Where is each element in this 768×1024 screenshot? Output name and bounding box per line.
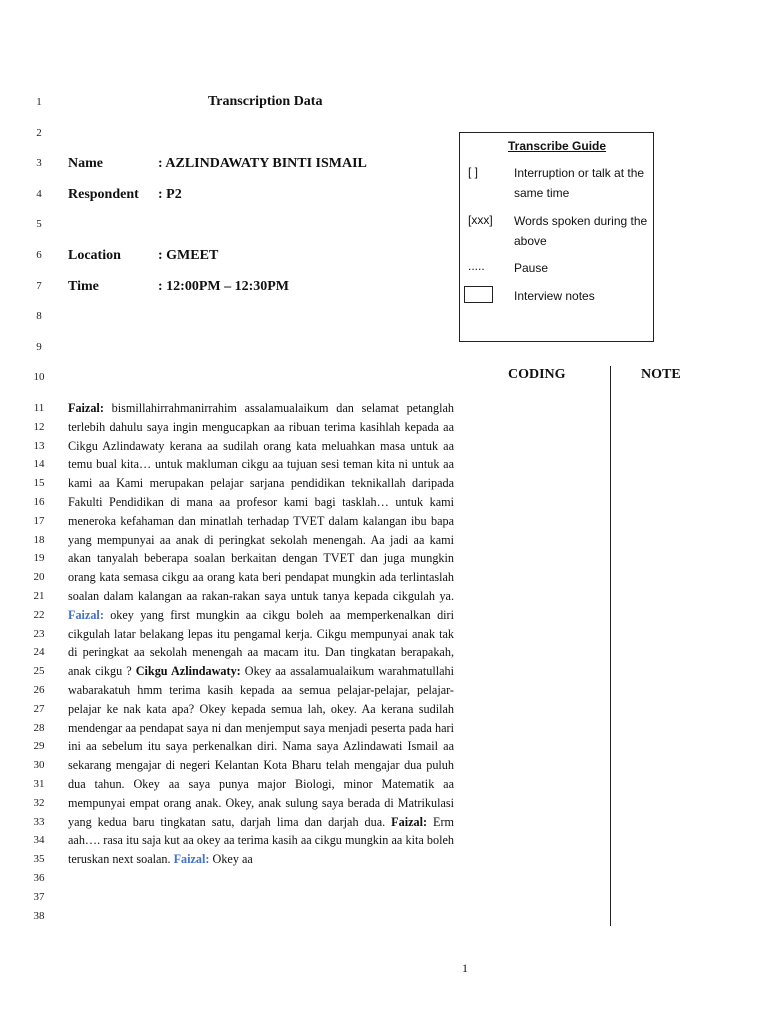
line-number: 27 xyxy=(33,702,45,715)
line-number: 31 xyxy=(33,778,45,790)
coding-column-header: CODING xyxy=(508,367,566,382)
line-number: 15 xyxy=(33,477,45,490)
guide-symbol-pause: ..... xyxy=(468,259,485,273)
line-number: 2 xyxy=(36,126,42,139)
guide-symbol-words: [xxx] xyxy=(468,213,493,227)
line-number: 10 xyxy=(33,371,45,384)
note-column-header: NOTE xyxy=(641,367,681,382)
respondent-label: Respondent xyxy=(68,187,139,202)
time-value: : 12:00PM – 12:30PM xyxy=(158,279,290,294)
transcript-text: Okey aa assalamualaikum warahmatullahi wabarakatuh hmm terima kasih kepada aa semua pelajar-pelajar, pelajar-pelajar ke nak kata apa? Okey kepada semua lah, okey. Aa kerana sudilah mendengar aa pendapat saya ni dan menjemput saya menjadi peserta pada hari ini aa sebelum itu saya perkenalkan diri. Nama saya Azlindawati Ismail aa sekarang mengajar di negeri Kelantan Kota Bharu telah mengajar dua puluh dua tahun. Okey aa saya punya major Biologi, minor Matematik aa mempunyai empat orang anak. Okey, anak sulung saya berada di Matrikulasi yang kedua baru tingkatan satu, darjah lima dan darjah dua. xyxy=(68,664,454,829)
location-value: : GMEET xyxy=(158,248,219,263)
line-number: 20 xyxy=(33,571,45,584)
line-number: 18 xyxy=(33,533,45,546)
transcript-text: Okey aa xyxy=(209,852,253,867)
line-number: 9 xyxy=(36,340,42,353)
line-number: 37 xyxy=(33,890,45,903)
line-number: 8 xyxy=(36,310,42,323)
transcript-text: Erm aah…. rasa itu saja kut aa okey aa terima kasih aa cikgu mungkin aa kita boleh teruskan next soalan. xyxy=(68,814,455,867)
name-label: Name xyxy=(68,156,103,171)
guide-symbol-interruption: [ ] xyxy=(468,165,479,179)
line-number: 12 xyxy=(33,420,45,433)
line-number: 7 xyxy=(36,279,42,292)
line-number: 6 xyxy=(36,249,42,261)
guide-desc-interruption: Interruption or talk at the same time xyxy=(514,166,645,200)
line-number: 32 xyxy=(33,796,45,809)
line-number: 36 xyxy=(33,872,45,884)
speaker-cikgu: Cikgu Azlindawaty: xyxy=(135,664,241,679)
name-value: : AZLINDAWATY BINTI ISMAIL xyxy=(158,156,367,171)
interview-notes-box-icon xyxy=(464,286,493,303)
line-number: 19 xyxy=(33,552,45,565)
speaker-faizal: Faizal: xyxy=(68,607,104,622)
line-number: 3 xyxy=(36,157,42,170)
line-number: 14 xyxy=(33,458,45,471)
document-title: Transcription Data xyxy=(208,94,323,109)
guide-title: Transcribe Guide xyxy=(508,139,607,153)
line-number: 35 xyxy=(33,853,45,866)
line-number: 28 xyxy=(33,721,45,734)
transcript-text: bismillahirrahmanirrahim assalamualaikum dan selamat petanglah terlebih dahulu saya ingin mengucapkan aa ribuan terima kasihlah kepada aa Cikgu Azlindawaty kerana aa sudilah orang kata meluahkan masa untuk aa temu bual kita… untuk makluman cikgu aa tujuan sesi teman kita ni untuk aa kami aa Kami merupakan pelajar sarjana pendidikan teknikallah daripada Fakulti Pendidikan di mana aa profesor kami bagi tasklah… untuk kami meneroka kefahaman dan minatlah terhadap TVET dalam kalangan ibu bapa yang mempunyai aa anak di peringkat sekolah menengah. Aa jadi aa kami akan tanyalah beberapa soalan berkaitan dengan TVET dan juga mungkin orang kata semasa cikgu aa orang kata beri pendapat mungkin ada terlintaslah soalan dalam kalangan aa rakan-rakan saya untuk tanya kepada cikgulah ya. xyxy=(68,401,454,603)
transcript-paragraph xyxy=(68,399,454,869)
line-number: 13 xyxy=(33,439,45,452)
line-number: 17 xyxy=(33,514,45,527)
transcript-text: okey yang first mungkin aa cikgu boleh aa memperkenalkan diri cikgulah latar belakang lepas itu pengamal kerja. Cikgu mempunyai anak tak di peringkat aa sekolah menengah aa macam itu. Dan tingkatan berapakah, anak cikgu ? xyxy=(68,607,454,679)
line-number: 4 xyxy=(36,187,42,200)
speaker-faizal: Faizal: xyxy=(391,814,428,829)
guide-desc-words: Words spoken during the above xyxy=(514,214,648,248)
transcribe-guide-box xyxy=(459,132,654,342)
line-number: 26 xyxy=(33,684,45,696)
line-number: 30 xyxy=(33,759,45,772)
line-number: 1 xyxy=(36,96,42,108)
line-number: 34 xyxy=(33,834,45,847)
line-number: 24 xyxy=(33,646,45,659)
location-label: Location xyxy=(68,248,121,263)
line-number: 23 xyxy=(33,627,45,640)
speaker-faizal: Faizal: xyxy=(68,401,104,415)
time-label: Time xyxy=(68,279,99,294)
line-number: 16 xyxy=(33,496,45,508)
line-number: 5 xyxy=(36,218,42,231)
line-number: 11 xyxy=(33,402,45,414)
line-number: 29 xyxy=(33,740,45,753)
respondent-value: : P2 xyxy=(158,187,182,202)
line-number: 25 xyxy=(33,665,45,678)
line-number: 21 xyxy=(33,590,45,602)
line-number: 38 xyxy=(33,909,45,922)
guide-desc-pause: Pause xyxy=(514,261,549,275)
line-number: 22 xyxy=(33,608,45,621)
line-number: 33 xyxy=(33,815,45,828)
guide-desc-notes: Interview notes xyxy=(514,289,595,303)
column-divider xyxy=(610,366,611,926)
page-number: 1 xyxy=(462,961,468,975)
speaker-faizal: Faizal: xyxy=(173,852,210,867)
